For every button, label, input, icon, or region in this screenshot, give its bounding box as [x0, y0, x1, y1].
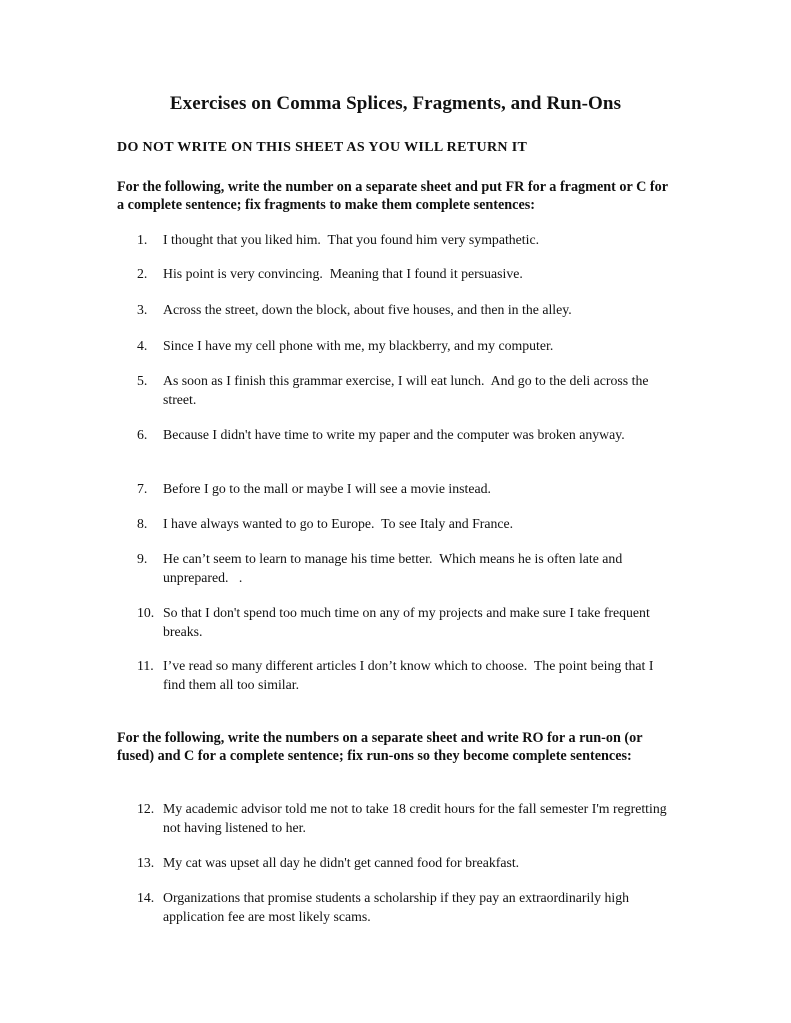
page-title: Exercises on Comma Splices, Fragments, and Run-Ons [169, 93, 622, 114]
warning-notice: DO NOT WRITE ON THIS SHEET AS YOU WILL RETURN IT [117, 140, 528, 155]
item-number: 5. [137, 373, 148, 388]
item-text: I have always wanted to go to Europe. To see Italy and France. [163, 516, 514, 531]
item-number: 9. [137, 551, 148, 566]
item-text: So that I don't spend too much time on any of my projects and make sure I take frequent breaks. [163, 605, 654, 639]
item-number: 1. [137, 232, 148, 247]
item-text: Across the street, down the block, about five houses, and then in the alley. [163, 302, 572, 317]
item-number: 13. [137, 855, 155, 870]
list-item [137, 231, 677, 250]
item-text: Because I didn't have time to write my paper and the computer was broken anyway. [163, 427, 625, 442]
list-item [137, 515, 677, 534]
list-item [137, 301, 677, 320]
list-item [137, 854, 677, 873]
item-number: 11. [137, 658, 154, 673]
item-text: Organizations that promise students a scholarship if they pay an extraordinarily high application fee are most likely scams. [163, 890, 633, 924]
item-number: 3. [137, 302, 148, 317]
item-number: 4. [137, 338, 148, 353]
list-item [137, 800, 677, 837]
item-number: 2. [137, 266, 148, 281]
list-item [137, 337, 677, 356]
list-item [137, 550, 677, 587]
list-item [137, 480, 677, 499]
section1-instructions: For the following, write the number on a separate sheet and put FR for a fragment or C for a complete sentence; fix fragments to make them complete sentences: [117, 179, 668, 213]
item-text: He can’t seem to learn to manage his time better. Which means he is often late and unprepared. . [163, 551, 626, 585]
item-text: My academic advisor told me not to take 18 credit hours for the fall semester I'm regretting not having listened to her. [163, 801, 671, 835]
list-item [137, 265, 677, 284]
item-text: Since I have my cell phone with me, my blackberry, and my computer. [163, 338, 554, 353]
item-text: I thought that you liked him. That you found him very sympathetic. [163, 232, 540, 247]
item-text: Before I go to the mall or maybe I will see a movie instead. [163, 481, 491, 496]
list-item [137, 426, 677, 445]
item-text: I’ve read so many different articles I don’t know which to choose. The point being that I find them all too similar. [163, 658, 657, 692]
item-number: 12. [137, 801, 155, 816]
item-text: His point is very convincing. Meaning that I found it persuasive. [163, 266, 523, 281]
list-item [137, 372, 677, 409]
list-item [137, 889, 677, 926]
section2-instructions: For the following, write the numbers on a separate sheet and write RO for a run-on (or fused) and C for a complete sentence; fix run-ons so they become complete sentences: [117, 730, 643, 764]
item-number: 7. [137, 481, 148, 496]
item-number: 8. [137, 516, 148, 531]
item-number: 6. [137, 427, 148, 442]
item-number: 14. [137, 890, 155, 905]
list-item [137, 657, 677, 694]
item-text: As soon as I finish this grammar exercise, I will eat lunch. And go to the deli across the street. [163, 373, 652, 407]
item-text: My cat was upset all day he didn't get canned food for breakfast. [163, 855, 520, 870]
item-number: 10. [137, 605, 155, 620]
list-item [137, 604, 677, 641]
